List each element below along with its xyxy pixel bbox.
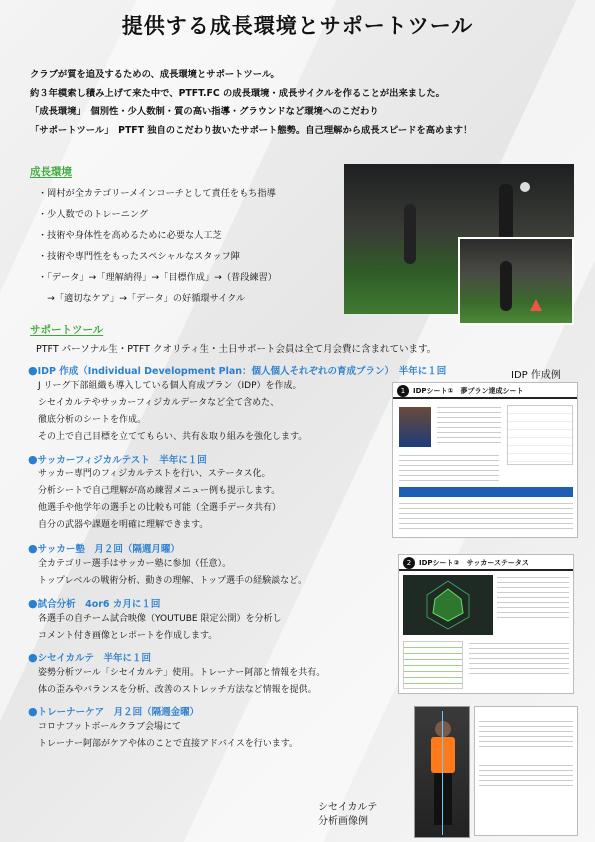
growth-heading: 成長環境 bbox=[30, 166, 72, 178]
list-item: ・「データ」→「理解納得」→「目標作成」→（普段練習） bbox=[38, 272, 277, 283]
sheet-banner bbox=[399, 487, 573, 497]
support-item-body bbox=[38, 665, 325, 699]
item-line: コメント付き画像とレポートを作成します。 bbox=[38, 631, 218, 641]
item-line: 自分の武器や課題を明確に理解できます。 bbox=[38, 520, 209, 530]
list-item: →「適切なケア」→「データ」の好循環サイクル bbox=[38, 293, 246, 304]
item-title-text: IDP 作成（Individual Development Plan：個人個人それぞれの育成プラン） 半年に１回 bbox=[37, 366, 447, 377]
item-line: サッカー専門のフィジカルテストを行い、ステータス化。 bbox=[38, 469, 271, 479]
idp-sheet-2 bbox=[398, 554, 574, 694]
support-item-body bbox=[38, 611, 282, 645]
player-portrait bbox=[399, 407, 431, 447]
idp-sheet-1 bbox=[392, 382, 578, 538]
intro-line: 「サポートツール」 PTFT 独自のこだわり抜いたサポート態勢。自己理解から成長スピードを高めます！ bbox=[30, 124, 473, 136]
item-title-text: サッカー塾 月２回（隔週月曜） bbox=[37, 544, 180, 555]
radar-chart bbox=[403, 575, 493, 635]
support-item-title bbox=[28, 704, 199, 718]
support-heading: サポートツール bbox=[30, 324, 104, 336]
item-line: 分析シートで自己理解が高め練習メニュー例も提示します。 bbox=[38, 486, 281, 496]
support-item-title bbox=[28, 541, 180, 555]
sheet-text-lines bbox=[399, 455, 499, 485]
support-item-title bbox=[28, 650, 151, 664]
item-line: 体の歪みやバランスを分析、改善のストレッチ方法など情報を提供。 bbox=[38, 685, 317, 695]
support-item-body bbox=[38, 378, 307, 446]
item-line: シセイカルテやサッカーフィジカルデータなど全て含めた、 bbox=[38, 398, 280, 408]
sheet-text-lines bbox=[469, 643, 569, 678]
sheet-table bbox=[403, 641, 463, 689]
item-line: 他選手や他学年の選手との比較も可能（全選手データ共有） bbox=[38, 503, 282, 513]
sheet-text-lines bbox=[437, 407, 501, 447]
training-photo bbox=[458, 237, 574, 325]
intro-line: 「成長環境」 個別性・少人数制・質の高い指導・グラウンドなど環境へのこだわり bbox=[30, 106, 379, 117]
sheet-text-lines bbox=[399, 503, 573, 533]
bullet-icon: ● bbox=[28, 651, 38, 664]
bullet-icon: ● bbox=[28, 453, 38, 466]
idp-caption: IDP 作成例 bbox=[511, 370, 561, 381]
item-line: 全カテゴリー選手はサッカー塾に参加（任意）。 bbox=[38, 559, 231, 569]
bullet-icon: ● bbox=[28, 542, 38, 555]
sheet-title: IDPシート② サッカーステータス bbox=[419, 559, 529, 567]
athlete-figure bbox=[435, 721, 451, 737]
support-lead: PTFT パーソナル生・PTFT クオリティ生・土日サポート会員は全て月会費に含まれています。 bbox=[36, 344, 437, 355]
support-item-title bbox=[28, 363, 446, 377]
ball bbox=[520, 182, 530, 192]
intro-line: 約３年模索し積み上げて来た中で、PTFT.FC の成長環境・成長サイクルを作ることが出来ました。 bbox=[30, 87, 445, 99]
item-line: コロナフットボールクラブ会場にて bbox=[38, 722, 182, 732]
page-title: 提供する成長環境とサポートツール bbox=[121, 14, 474, 38]
player-figure bbox=[500, 261, 512, 311]
intro-text bbox=[30, 66, 575, 140]
item-line: J リーグ下部組織も導入している個人育成プラン（IDP）を作成。 bbox=[38, 381, 302, 391]
sheet-badge-icon: 2 bbox=[403, 557, 415, 569]
sheet-title: IDPシート① 夢プラン達成シート bbox=[413, 387, 524, 395]
item-line: トレーナー阿部がケアや体のことで直接アドバイスを行います。 bbox=[38, 739, 299, 749]
item-line: 姿勢分析ツール「シセイカルテ」使用。トレーナー阿部と情報を共有。 bbox=[38, 668, 326, 678]
posture-photo bbox=[414, 706, 470, 838]
posture-line bbox=[442, 711, 443, 835]
sheet-text-lines bbox=[497, 577, 569, 622]
item-line: トップレベルの戦術分析、動きの理解、トップ選手の経験談など。 bbox=[38, 576, 308, 586]
shisei-caption: シセイカルテ bbox=[318, 802, 378, 813]
list-item: ・岡村が全カテゴリーメインコーチとして責任をもち指導 bbox=[38, 188, 276, 199]
growth-list bbox=[38, 183, 338, 309]
item-line: 各選手の自チーム試合映像（YOUTUBE 限定公開）を分析し bbox=[38, 614, 282, 624]
support-item-body bbox=[38, 719, 298, 753]
intro-line: クラブが質を追及するための、成長環境とサポートツール。 bbox=[30, 69, 280, 80]
sheet-header bbox=[399, 555, 573, 571]
bullet-icon: ● bbox=[28, 364, 38, 377]
shisei-caption: 分析画像例 bbox=[318, 816, 368, 827]
item-title-text: 試合分析 4or6 カ月に１回 bbox=[37, 599, 161, 610]
sheet-header bbox=[393, 383, 577, 399]
player-figure bbox=[404, 204, 416, 264]
posture-notes bbox=[474, 706, 578, 836]
support-item-body bbox=[38, 556, 307, 590]
bullet-icon: ● bbox=[28, 705, 38, 718]
support-item-title bbox=[28, 452, 207, 466]
item-line: その上で自己目標を立ててもらい、共有＆取り組みを強化します。 bbox=[38, 432, 308, 442]
list-item: ・少人数でのトレーニング bbox=[38, 209, 149, 220]
cone bbox=[530, 299, 542, 311]
item-title-text: サッカーフィジカルテスト 半年に１回 bbox=[37, 455, 207, 466]
item-title-text: シセイカルテ 半年に１回 bbox=[37, 653, 152, 664]
list-item: ・技術や身体性を高めるために必要な人工芝 bbox=[38, 230, 222, 241]
athlete-figure bbox=[434, 773, 452, 825]
bullet-icon: ● bbox=[28, 597, 38, 610]
item-title-text: トレーナーケア 月２回（隔週金曜） bbox=[37, 707, 200, 718]
support-item-body bbox=[38, 466, 281, 534]
item-line: 徹底分析のシートを作成。 bbox=[38, 415, 147, 425]
sheet-badge-icon: 1 bbox=[397, 385, 409, 397]
athlete-figure bbox=[431, 737, 455, 773]
support-item-title bbox=[28, 596, 160, 610]
list-item: ・技術や専門性をもったスペシャルなスタッフ陣 bbox=[38, 251, 240, 262]
sheet-table bbox=[507, 405, 573, 465]
